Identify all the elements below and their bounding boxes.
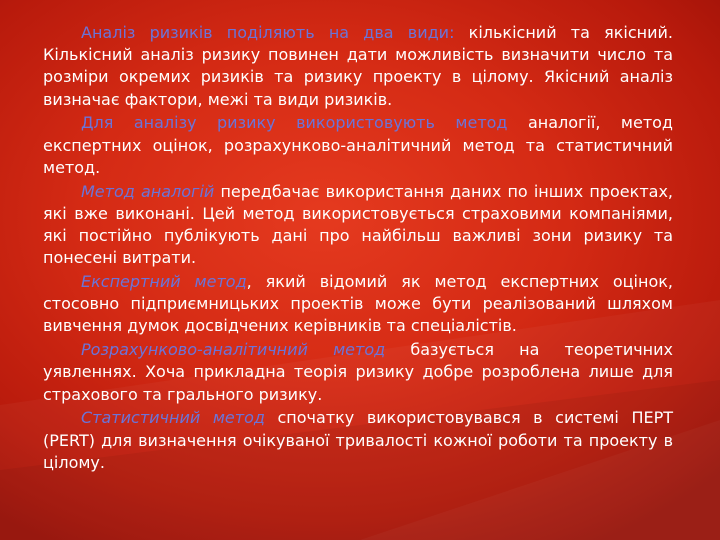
highlighted-lead: Розрахунково-аналітичний метод [81, 340, 386, 360]
highlighted-lead: Статистичний метод [81, 408, 265, 428]
paragraph-body: , який відомий як метод експертних оцінок, стосовно підприємницьких проектів може бути реалізований шляхом вивчення думок досвідчених керівників та спеціалістів. [43, 272, 673, 336]
slide-text-block [43, 22, 673, 476]
paragraph-body: спочатку використовувався в системі ПЕРТ (PERT) для визначення очікуваної тривалості кожної роботи та проекту в цілому. [43, 408, 673, 472]
highlighted-lead: Експертний метод [81, 272, 247, 292]
paragraph-expert-method [43, 271, 673, 338]
highlighted-lead: Метод аналогій [81, 181, 215, 201]
paragraph-analogy-method [43, 181, 673, 270]
paragraph-analysis-methods [43, 112, 673, 179]
paragraph-body: передбачає використання даних по інших проектах, які вже виконані. Цей метод використовується страховими компаніями, які постійно публікують дані про найбільш важливі зони ризику та понесені витрати. [43, 181, 673, 268]
paragraph-risk-analysis-types [43, 22, 673, 111]
paragraph-body: кількісний та якісний. Кількісний аналіз ризику повинен дати можливість визначити число та розміри окремих ризиків та ризику проекту в цілому. Якісний аналіз визначає фактори, межі та види ризиків. [43, 23, 674, 109]
highlighted-lead: Аналіз ризиків поділяють на два види: [81, 23, 455, 42]
paragraph-body: базується на теоретичних уявленнях. Хоча прикладна теорія ризику добре розроблена лише для страхового та грального ризику. [43, 340, 674, 404]
paragraph-body: аналогії, метод експертних оцінок, розрахунково-аналітичний метод та статистичний метод. [43, 113, 673, 177]
paragraph-computational-method [43, 339, 673, 406]
highlighted-lead: Для аналізу ризику використовують метод [81, 113, 508, 133]
paragraph-statistical-method [43, 407, 673, 474]
